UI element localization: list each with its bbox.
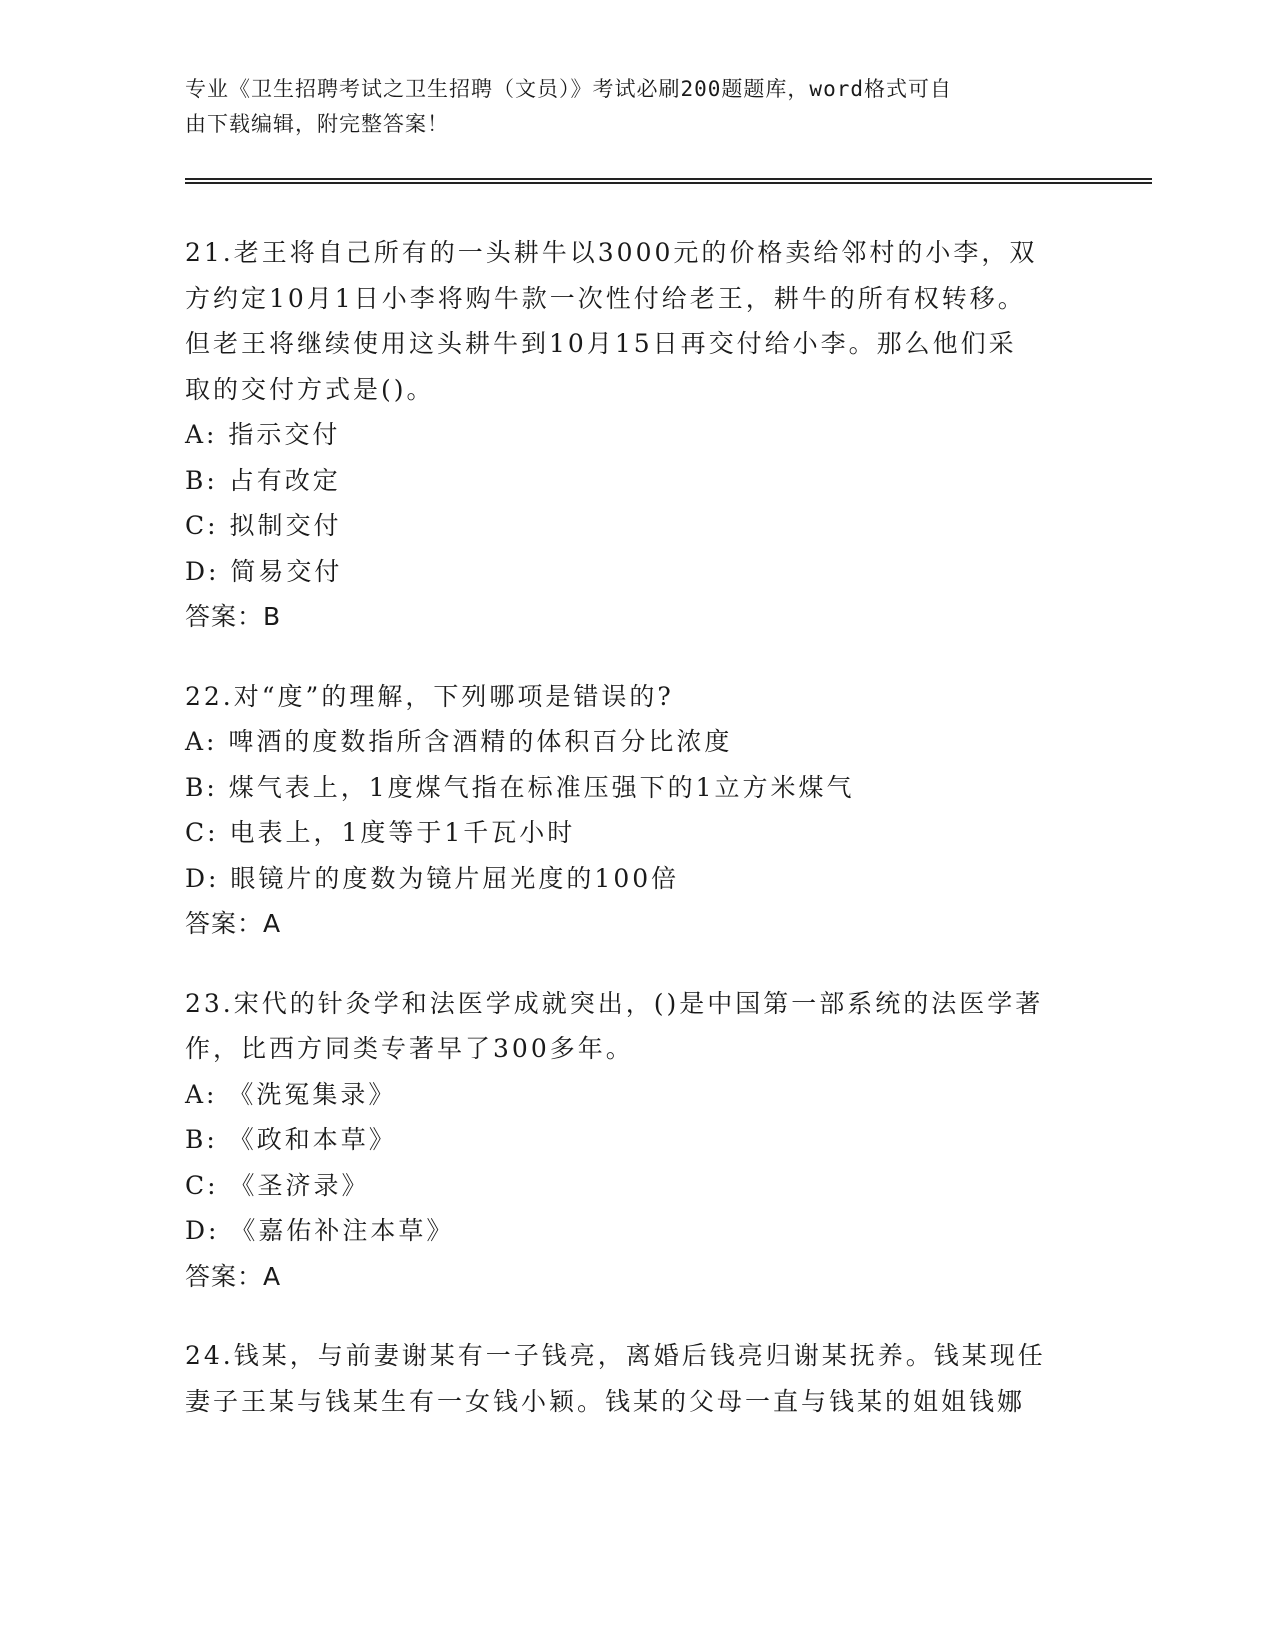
stem-line: 22.对“度”的理解，下列哪项是错误的?	[185, 681, 674, 711]
option-d: D: 《嘉佑补注本草》	[185, 1216, 455, 1245]
option-c: C: 电表上，1度等于1千瓦小时	[185, 818, 576, 847]
question-21	[185, 230, 1085, 640]
question-stem	[185, 1333, 1085, 1424]
stem-line: 21.老王将自己所有的一头耕牛以3000元的价格卖给邻村的小李，双	[185, 238, 1038, 267]
stem-line: 妻子王某与钱某生有一女钱小颖。钱某的父母一直与钱某的姐姐钱娜	[185, 1386, 1026, 1416]
option-d: D: 简易交付	[185, 556, 343, 586]
header-line-1: 专业《卫生招聘考试之卫生招聘（文员）》考试必刷200题题库，word格式可自	[185, 77, 952, 101]
question-stem	[185, 674, 1085, 720]
stem-line: 23.宋代的针灸学和法医学成就突出，()是中国第一部系统的法医学著	[185, 988, 1044, 1018]
question-24	[185, 1333, 1085, 1424]
question-list	[185, 230, 1085, 1458]
header-divider-bottom	[185, 182, 1152, 184]
stem-line: 作，比西方同类专著早了300多年。	[185, 1034, 634, 1063]
option-b: B: 煤气表上，1度煤气指在标准压强下的1立方米煤气	[185, 772, 855, 802]
question-23	[185, 981, 1085, 1300]
stem-line: 取的交付方式是()。	[185, 374, 435, 404]
option-b: B: 《政和本草》	[185, 1125, 397, 1154]
option-d: D: 眼镜片的度数为镜片屈光度的100倍	[185, 863, 680, 893]
question-stem	[185, 981, 1085, 1072]
header-line-2: 由下载编辑，附完整答案！	[185, 112, 449, 136]
answer: 答案：B	[185, 602, 282, 631]
answer: 答案：A	[185, 1261, 282, 1291]
option-a: A: 《洗冤集录》	[185, 1079, 397, 1109]
question-stem	[185, 230, 1085, 412]
stem-line: 24.钱某，与前妻谢某有一子钱亮，离婚后钱亮归谢某抚养。钱某现任	[185, 1341, 1046, 1370]
answer: 答案：A	[185, 909, 282, 938]
option-a: A: 啤酒的度数指所含酒精的体积百分比浓度	[185, 727, 733, 756]
option-a: A: 指示交付	[185, 420, 341, 449]
question-22	[185, 674, 1085, 947]
header-divider-top	[185, 178, 1152, 180]
option-c: C: 《圣济录》	[185, 1170, 370, 1200]
option-c: C: 拟制交付	[185, 511, 342, 540]
option-b: B: 占有改定	[185, 465, 341, 495]
stem-line: 方约定10月1日小李将购牛款一次性付给老王，耕牛的所有权转移。	[185, 283, 1026, 313]
stem-line: 但老王将继续使用这头耕牛到10月15日再交付给小李。那么他们采	[185, 329, 1017, 358]
document-header	[185, 72, 1065, 142]
